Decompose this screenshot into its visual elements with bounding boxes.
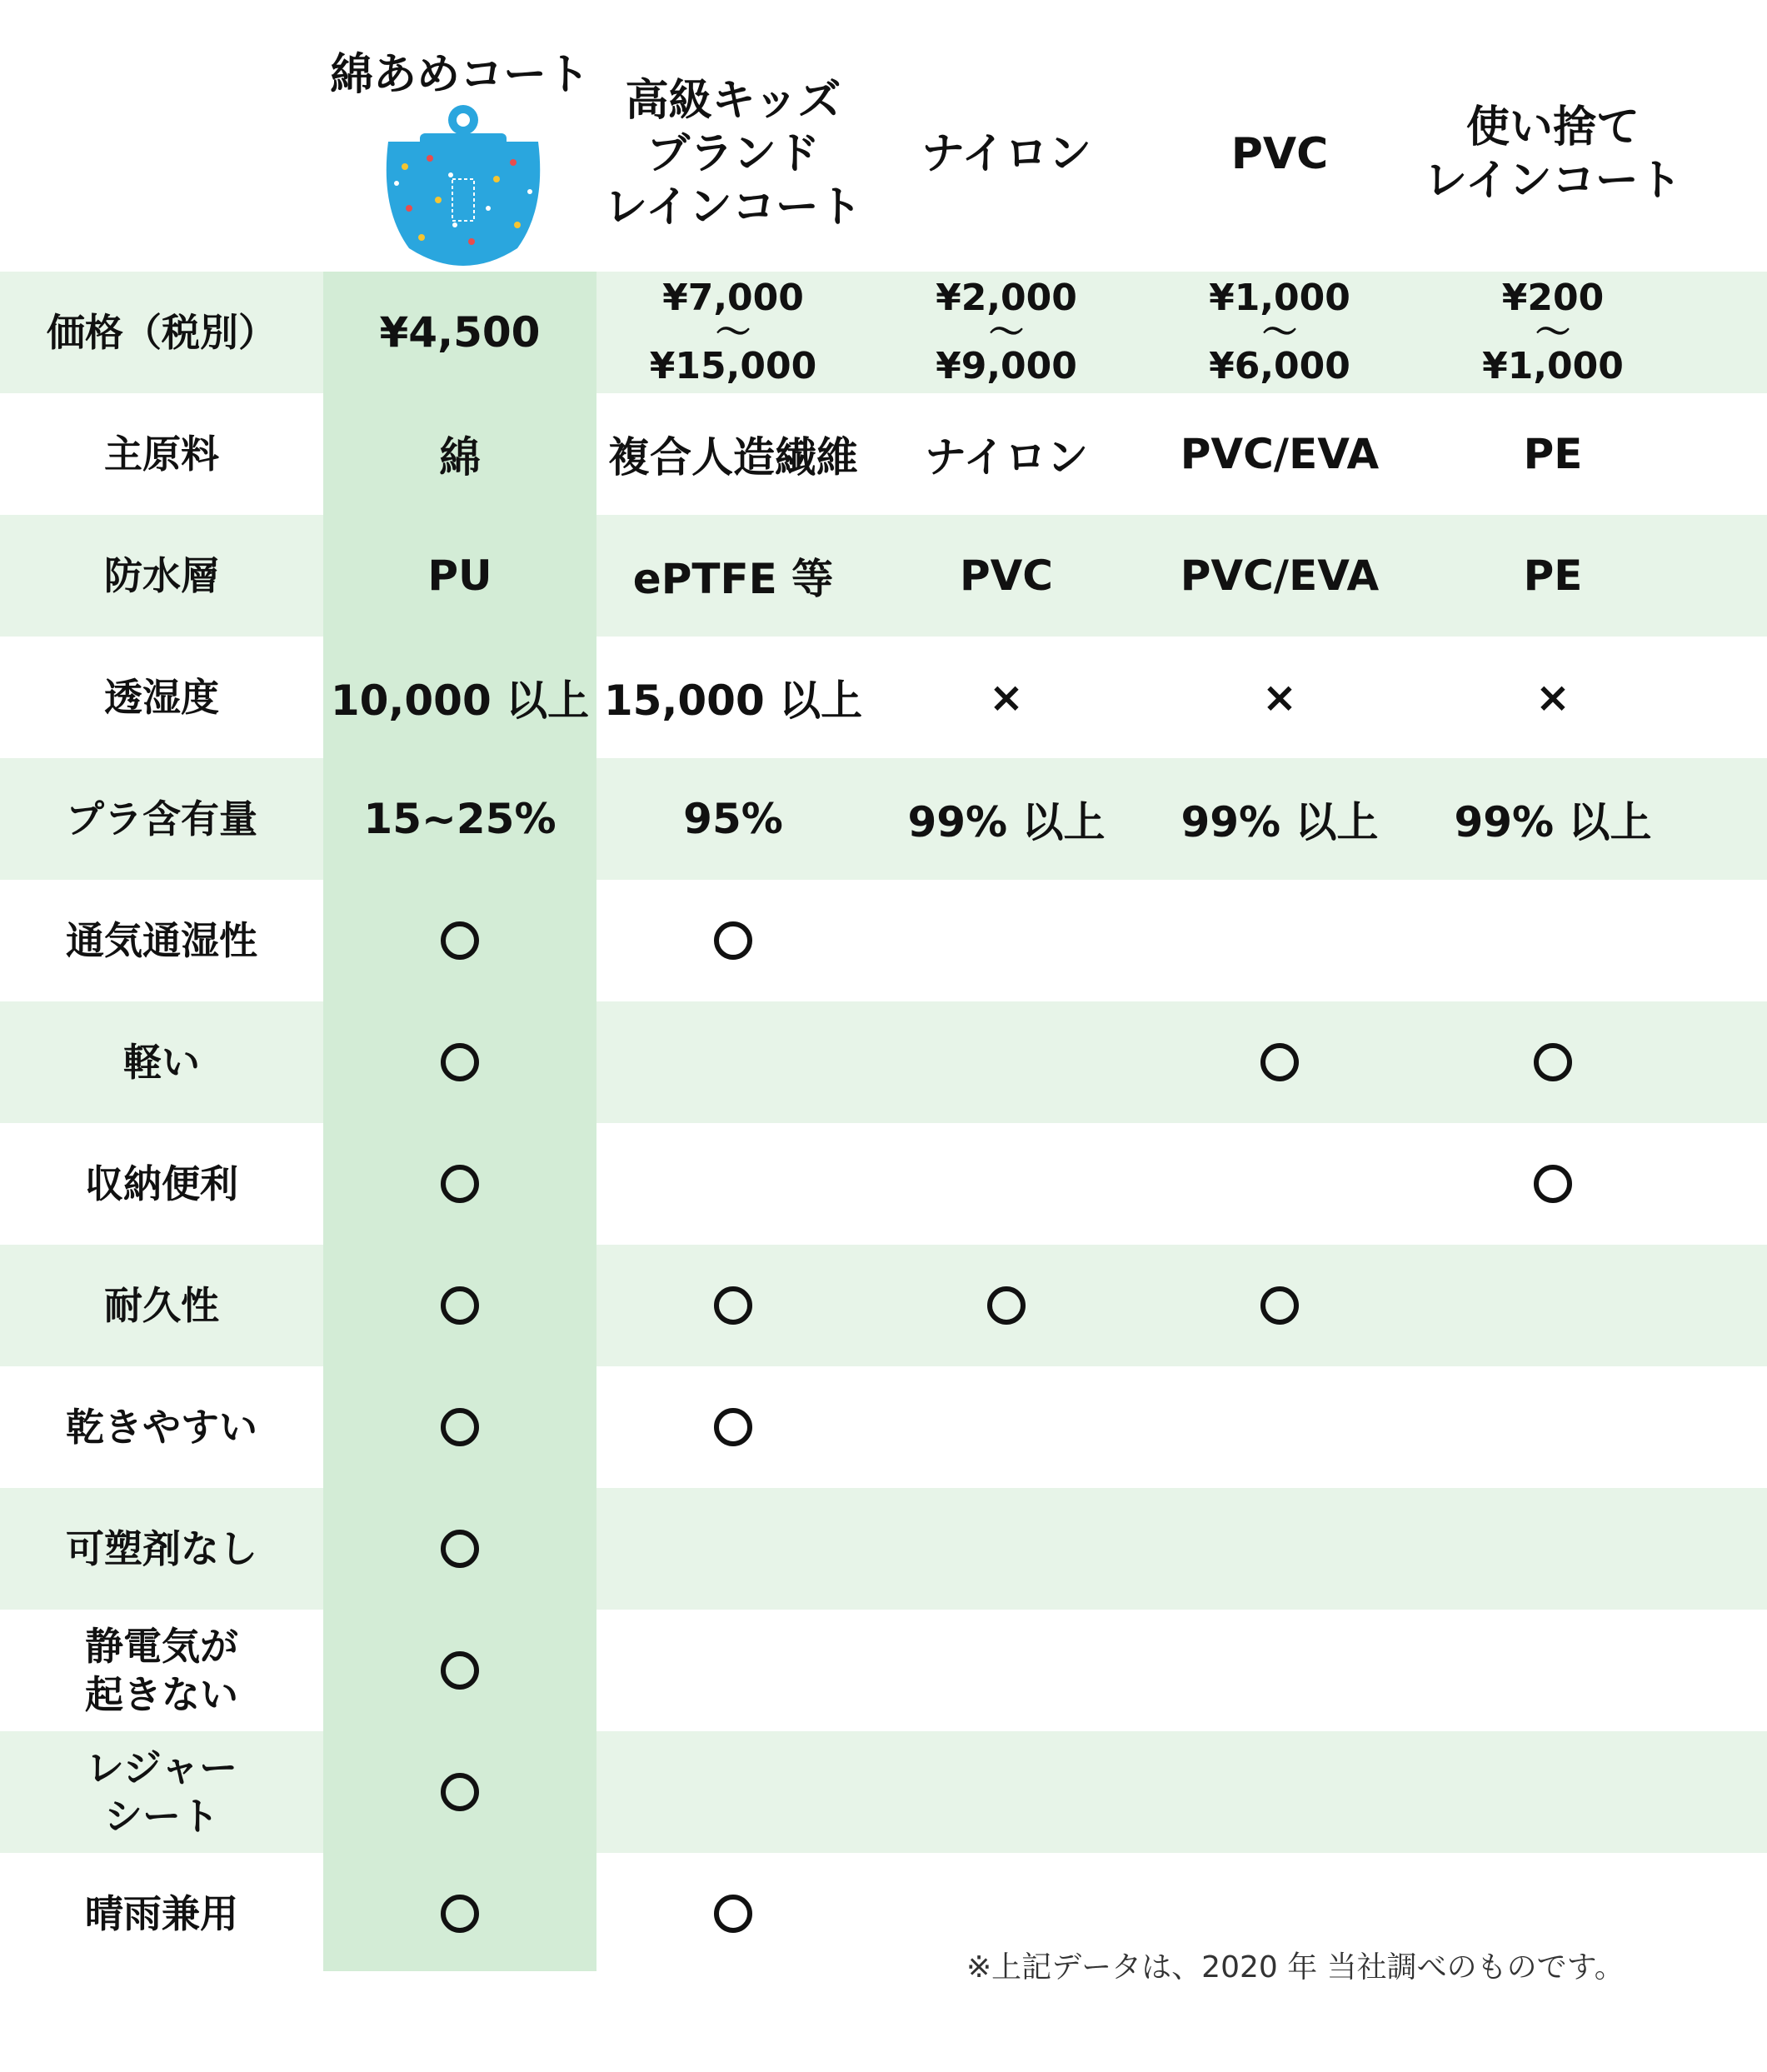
- table-cell: [1143, 393, 1416, 515]
- row-label-line: 耐久性: [104, 1283, 219, 1328]
- table-cell: [870, 637, 1143, 758]
- cell-value: 15~25%: [363, 795, 557, 843]
- row-label-line: 主原料: [104, 432, 219, 477]
- table-cell: [323, 1123, 596, 1245]
- table-cell: [870, 1001, 1143, 1123]
- cell-value: 〜: [1261, 312, 1297, 352]
- row-label: [0, 1610, 323, 1731]
- table-cell: [1143, 1366, 1416, 1488]
- cell-value: 〜: [988, 312, 1024, 352]
- column-header-line: レインコート: [1424, 156, 1682, 206]
- row-label: [0, 1731, 323, 1853]
- row-label-line: 透湿度: [104, 675, 219, 720]
- column-header: [596, 58, 870, 250]
- table-cell: [1416, 1488, 1690, 1610]
- table-cell: [323, 1853, 596, 1975]
- raincoat-image: [372, 100, 555, 275]
- row-label-line: レジャー: [86, 1745, 237, 1790]
- table-cell: [1416, 1610, 1690, 1731]
- row-label-line: 可塑剤なし: [66, 1526, 257, 1571]
- table-cell: [1143, 515, 1416, 637]
- table-cell: [596, 1610, 870, 1731]
- table-cell: [323, 393, 596, 515]
- table-cell: [1416, 393, 1690, 515]
- cell-value: ¥6,000: [1209, 345, 1350, 387]
- table-cell: [870, 1366, 1143, 1488]
- table-cell: [1416, 1001, 1690, 1123]
- cell-value: ¥1,000: [1209, 277, 1350, 319]
- row-label-line: 通気通湿性: [66, 918, 257, 963]
- cell-value: ¥9,000: [936, 345, 1077, 387]
- check-circle-icon: [441, 1530, 479, 1568]
- table-cell: [323, 1488, 596, 1610]
- table-cell: [323, 1001, 596, 1123]
- table-cell: [1143, 637, 1416, 758]
- check-circle-icon: [441, 1895, 479, 1933]
- table-cell: [1416, 637, 1690, 758]
- table-cell: [323, 758, 596, 880]
- table-cell: [1416, 515, 1690, 637]
- table-cell: [1416, 1366, 1690, 1488]
- cell-value: 複合人造繊維: [608, 433, 858, 482]
- table-cell: [596, 1123, 870, 1245]
- check-circle-icon: [987, 1286, 1026, 1325]
- column-header-line: PVC: [1230, 129, 1329, 179]
- table-cell: [596, 1366, 870, 1488]
- row-label: [0, 880, 323, 1001]
- table-cell: [1416, 1123, 1690, 1245]
- table-cell: [323, 637, 596, 758]
- cell-value: 15,000 以上: [603, 677, 863, 725]
- table-cell: [596, 758, 870, 880]
- table-cell: [1143, 272, 1416, 393]
- column-header-line: レインコート: [604, 182, 862, 232]
- check-circle-icon: [441, 921, 479, 960]
- check-circle-icon: [441, 1286, 479, 1325]
- cell-value: PVC: [959, 552, 1054, 600]
- table-cell: [596, 1731, 870, 1853]
- column-header-line: 綿あめコート: [329, 50, 590, 100]
- row-label: [0, 1853, 323, 1975]
- table-cell: [870, 880, 1143, 1001]
- cell-value: PVC/EVA: [1180, 552, 1380, 600]
- row-label-line: シート: [104, 1794, 219, 1839]
- cell-value: 〜: [1535, 312, 1570, 352]
- row-label: [0, 758, 323, 880]
- table-cell: [596, 1001, 870, 1123]
- table-cell: [323, 515, 596, 637]
- cell-value: ¥200: [1501, 277, 1605, 319]
- table-cell: [870, 1123, 1143, 1245]
- row-label-line: 軽い: [123, 1040, 200, 1085]
- table-cell: [1143, 1488, 1416, 1610]
- row-label: [0, 393, 323, 515]
- table-cell: [870, 1245, 1143, 1366]
- table-cell: [596, 1853, 870, 1975]
- column-header: [1416, 58, 1690, 250]
- cell-value: ×: [1535, 673, 1570, 721]
- cell-value: ×: [989, 673, 1024, 721]
- column-header-line: ナイロン: [921, 129, 1092, 179]
- table-cell: [323, 1366, 596, 1488]
- cell-value: 〜: [715, 312, 751, 352]
- row-label-line: 静電気が: [85, 1624, 238, 1669]
- footnote: ※上記データは、2020 年 当社調べのものです。: [966, 1950, 1625, 1985]
- row-label-line: プラ含有量: [66, 796, 257, 841]
- check-circle-icon: [441, 1651, 479, 1690]
- cell-value: PVC/EVA: [1180, 430, 1380, 478]
- row-label-line: 防水層: [104, 553, 219, 598]
- table-cell: [323, 1731, 596, 1853]
- table-cell: [1416, 758, 1690, 880]
- table-cell: [870, 1610, 1143, 1731]
- cell-value: ¥4,500: [379, 308, 541, 357]
- table-cell: [596, 1488, 870, 1610]
- table-cell: [1143, 758, 1416, 880]
- row-label: [0, 1366, 323, 1488]
- table-cell: [1143, 880, 1416, 1001]
- row-label: [0, 1001, 323, 1123]
- column-header: [870, 58, 1143, 250]
- row-label: [0, 1488, 323, 1610]
- table-cell: [870, 1731, 1143, 1853]
- row-label-line: 乾きやすい: [66, 1405, 257, 1450]
- check-circle-icon: [714, 1895, 752, 1933]
- row-label-line: 起きない: [85, 1672, 238, 1717]
- cell-value: 95%: [683, 795, 783, 843]
- table-cell: [1416, 272, 1690, 393]
- check-circle-icon: [1534, 1165, 1572, 1203]
- check-circle-icon: [441, 1773, 479, 1811]
- cell-value: ¥2,000: [936, 277, 1077, 319]
- cell-value: ¥15,000: [649, 345, 817, 387]
- table-cell: [870, 272, 1143, 393]
- table-cell: [1143, 1731, 1416, 1853]
- check-circle-icon: [441, 1165, 479, 1203]
- row-label-line: 晴雨兼用: [85, 1891, 238, 1936]
- table-cell: [870, 1488, 1143, 1610]
- cell-value: 99% 以上: [1454, 798, 1652, 846]
- table-cell: [870, 515, 1143, 637]
- cell-value: PU: [427, 552, 492, 600]
- cell-value: ePTFE 等: [632, 555, 834, 603]
- cell-value: ×: [1262, 673, 1297, 721]
- cell-value: 99% 以上: [907, 798, 1106, 846]
- column-header-line: 高級キッズ: [625, 76, 841, 126]
- check-circle-icon: [714, 921, 752, 960]
- cell-value: 綿: [439, 433, 481, 482]
- row-label: [0, 1123, 323, 1245]
- table-cell: [323, 1245, 596, 1366]
- table-cell: [596, 1245, 870, 1366]
- table-cell: [596, 880, 870, 1001]
- check-circle-icon: [1260, 1286, 1299, 1325]
- table-cell: [870, 393, 1143, 515]
- table-cell: [323, 1610, 596, 1731]
- row-label: [0, 515, 323, 637]
- column-header: [1143, 58, 1416, 250]
- column-header-line: 使い捨て: [1465, 102, 1640, 152]
- row-label: [0, 1245, 323, 1366]
- table-cell: [1143, 1123, 1416, 1245]
- cell-value: PE: [1523, 552, 1583, 600]
- table-cell: [1143, 1245, 1416, 1366]
- table-cell: [596, 272, 870, 393]
- row-label-line: 価格（税別）: [47, 310, 277, 355]
- check-circle-icon: [1534, 1043, 1572, 1081]
- table-cell: [323, 880, 596, 1001]
- table-cell: [870, 758, 1143, 880]
- table-cell: [1143, 1610, 1416, 1731]
- cell-value: 99% 以上: [1180, 798, 1379, 846]
- table-cell: [1416, 1731, 1690, 1853]
- table-cell: [596, 637, 870, 758]
- table-cell: [596, 515, 870, 637]
- row-label: [0, 272, 323, 393]
- column-header-line: ブランド: [646, 129, 820, 179]
- cell-value: 10,000 以上: [330, 677, 590, 725]
- table-cell: [1143, 1001, 1416, 1123]
- check-circle-icon: [714, 1408, 752, 1446]
- check-circle-icon: [441, 1408, 479, 1446]
- row-label-line: 収納便利: [85, 1161, 238, 1206]
- column-header: [323, 42, 596, 108]
- check-circle-icon: [441, 1043, 479, 1081]
- cell-value: ¥7,000: [662, 277, 804, 319]
- row-label: [0, 637, 323, 758]
- check-circle-icon: [714, 1286, 752, 1325]
- table-cell: [596, 393, 870, 515]
- cell-value: PE: [1523, 430, 1583, 478]
- table-cell: [323, 272, 596, 393]
- table-cell: [1416, 1245, 1690, 1366]
- cell-value: ¥1,000: [1482, 345, 1624, 387]
- table-cell: [1416, 880, 1690, 1001]
- cell-value: ナイロン: [924, 433, 1089, 482]
- check-circle-icon: [1260, 1043, 1299, 1081]
